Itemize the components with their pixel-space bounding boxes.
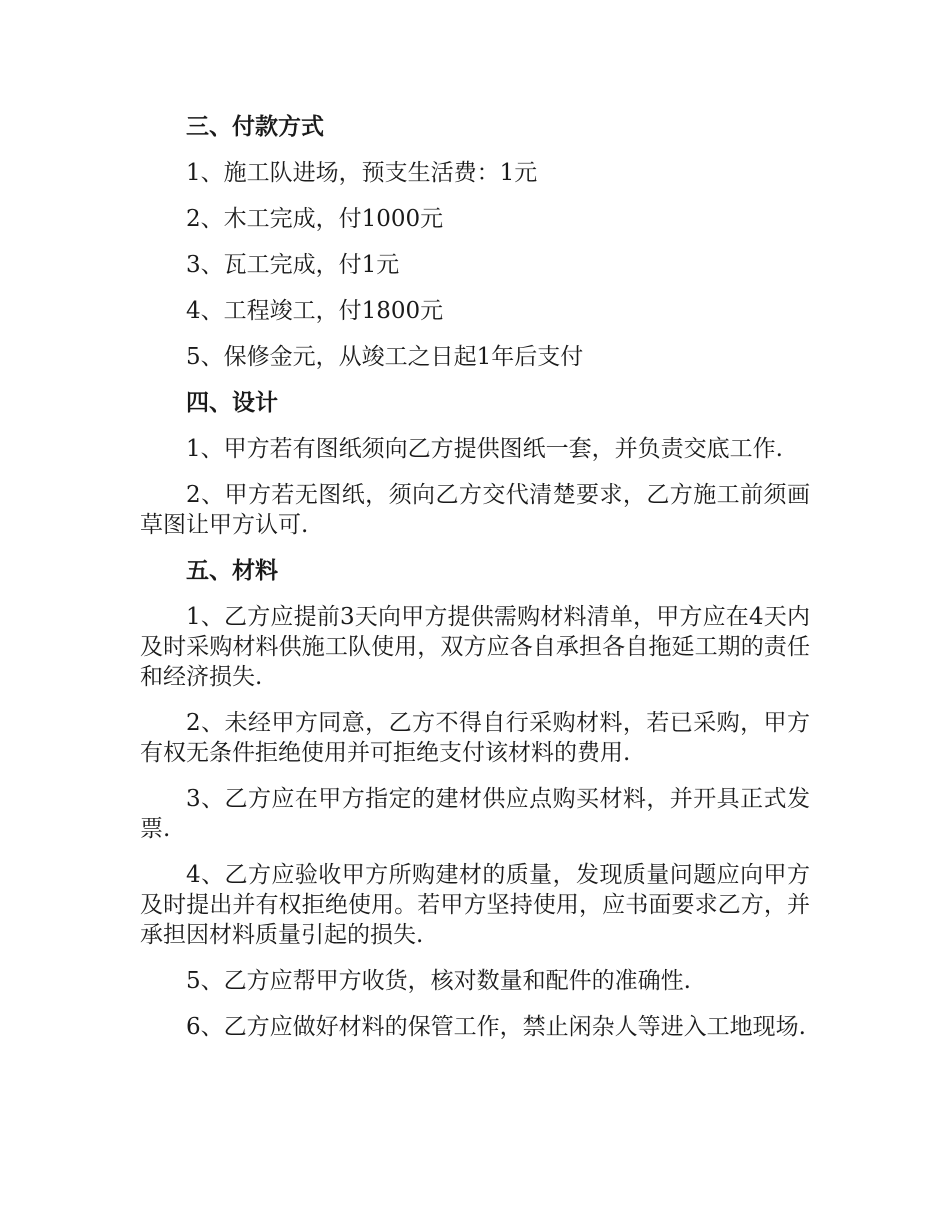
section-heading: 五、材料 [186,558,278,584]
document-page [140,112,810,1058]
section-heading: 三、付款方式 [186,114,324,140]
paragraph: 6、乙方应做好材料的保管工作，禁止闲杂人等进入工地现场. [186,1014,806,1040]
section-materials [140,556,810,1042]
section-payment [140,112,810,372]
paragraph: 3、瓦工完成，付1元 [186,252,400,278]
paragraph: 3、乙方应在甲方指定的建材供应点购买材料，并开具正式发票. [140,786,810,842]
paragraph: 4、工程竣工，付1800元 [186,298,444,324]
paragraph: 1、施工队进场，预支生活费：1元 [186,160,538,186]
section-design [140,388,810,540]
paragraph: 1、乙方应提前3天向甲方提供需购材料清单，甲方应在4天内及时采购材料供施工队使用，双方应各自承担各自拖延工期的责任和经济损失. [140,604,810,690]
paragraph: 1、甲方若有图纸须向乙方提供图纸一套，并负责交底工作. [186,436,783,462]
paragraph: 2、木工完成，付1000元 [186,206,444,232]
paragraph: 2、甲方若无图纸，须向乙方交代清楚要求，乙方施工前须画草图让甲方认可. [140,482,810,538]
section-heading: 四、设计 [186,390,278,416]
paragraph: 5、乙方应帮甲方收货，核对数量和配件的准确性. [186,968,691,994]
paragraph: 4、乙方应验收甲方所购建材的质量，发现质量问题应向甲方及时提出并有权拒绝使用。若甲方坚持使用，应书面要求乙方，并承担因材料质量引起的损失. [140,862,810,948]
paragraph: 5、保修金元，从竣工之日起1年后支付 [186,344,584,370]
paragraph: 2、未经甲方同意，乙方不得自行采购材料，若已采购，甲方有权无条件拒绝使用并可拒绝支付该材料的费用. [140,710,810,766]
